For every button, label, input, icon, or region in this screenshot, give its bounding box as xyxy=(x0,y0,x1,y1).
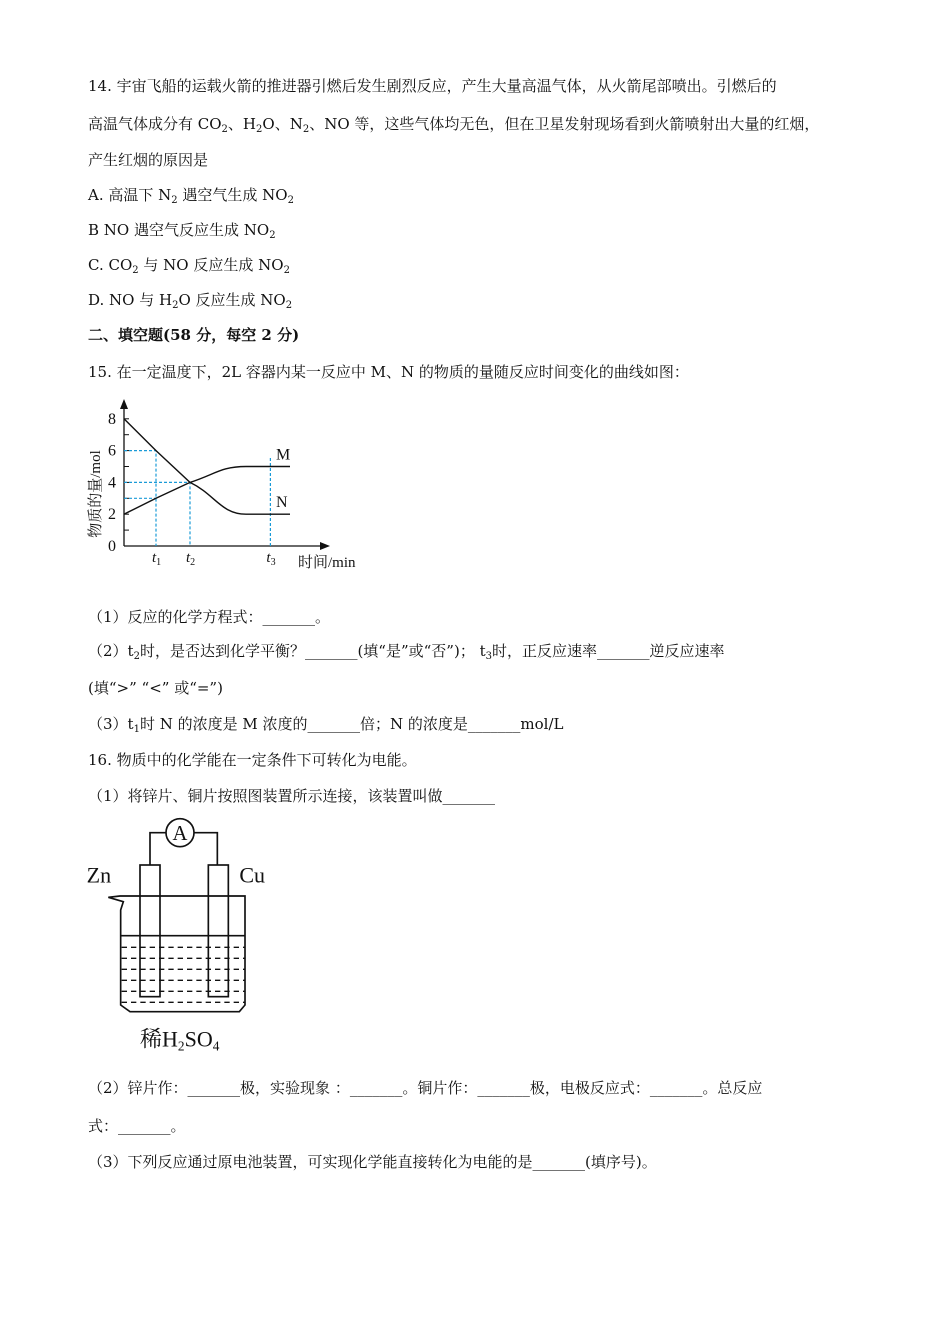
subscript: 2 xyxy=(269,230,276,241)
text-run: （3）t xyxy=(88,715,134,733)
x-tick-label xyxy=(266,550,275,568)
text-run: 14. 宇宙飞船的运载火箭的推进器引燃后发生剧烈反应，产生大量高温气体，从火箭尾部喷出。引燃后的 xyxy=(88,77,777,95)
mole-time-chart xyxy=(80,385,380,575)
text-run: 、NO 等，这些气体均无色，但在卫星发射现场看到火箭喷射出大量的红烟， xyxy=(309,115,820,133)
tick-var: t xyxy=(186,550,191,566)
subscript: 1 xyxy=(133,724,140,735)
text-run: 、H xyxy=(227,115,257,133)
zinc-label: Zn xyxy=(86,862,112,888)
q16-part1 xyxy=(88,786,495,806)
ammeter-label: A xyxy=(172,823,188,845)
tick-var: t xyxy=(266,550,271,566)
section-heading xyxy=(88,325,299,345)
zinc-electrode xyxy=(140,865,160,997)
q16-part2-line1 xyxy=(88,1078,762,1098)
text-run: O、N xyxy=(262,115,303,133)
subscript: 2 xyxy=(171,195,178,206)
copper-label: Cu xyxy=(239,862,266,888)
subscript: 2 xyxy=(283,265,290,276)
text-run: （2）t xyxy=(88,642,134,660)
q16-part2-line2 xyxy=(88,1116,186,1136)
tick-sub: 2 xyxy=(190,557,196,568)
y-axis-label: 物质的量/mol xyxy=(88,450,104,538)
q14-stem-line3 xyxy=(88,150,208,170)
q16-stem xyxy=(88,750,417,770)
text-run: D. NO 与 H xyxy=(88,291,173,309)
series-M-label: M xyxy=(276,446,291,464)
text-run: 二、填空题(58 分，每空 2 分) xyxy=(88,326,300,344)
text-run: 高温气体成分有 CO xyxy=(88,115,222,133)
text-run: （1）反应的化学方程式：_______。 xyxy=(88,608,331,626)
series-M-line xyxy=(124,467,290,515)
subscript: 2 xyxy=(256,124,263,135)
q14-option-d xyxy=(88,290,292,310)
q15-part1 xyxy=(88,607,330,627)
q14-option-a xyxy=(88,185,294,205)
x-axis-label: 时间/min xyxy=(298,555,356,571)
q15-stem xyxy=(88,362,689,382)
text-run: O 反应生成 NO xyxy=(178,291,286,309)
solution-label: 稀H2SO4 xyxy=(140,1026,220,1054)
q15-part2-line1 xyxy=(88,641,725,661)
text-run: C. CO xyxy=(88,256,133,274)
y-tick-label: 0 xyxy=(108,538,116,555)
galvanic-cell-diagram xyxy=(80,810,280,1060)
q14-option-b xyxy=(88,220,276,240)
series-N-label: N xyxy=(276,494,288,512)
y-tick-label: 4 xyxy=(108,474,116,492)
text-run: 式：_______。 xyxy=(88,1117,186,1135)
beaker xyxy=(108,896,245,1012)
subscript: 2 xyxy=(133,651,140,662)
copper-electrode xyxy=(208,865,228,997)
text-run: 时，是否达到化学平衡？_______(填“是”或“否”)； t xyxy=(139,642,486,660)
text-run: 遇空气生成 NO xyxy=(177,186,288,204)
subscript: 3 xyxy=(485,651,493,662)
text-run: 时 N 的浓度是 M 浓度的_______倍；N 的浓度是_______mol/L xyxy=(139,715,564,733)
y-tick-label: 8 xyxy=(108,410,116,428)
subscript: 2 xyxy=(132,265,139,276)
text-run: 15. 在一定温度下，2L 容器内某一反应中 M、N 的物质的量随反应时间变化的曲线如图： xyxy=(88,363,689,381)
subscript: 2 xyxy=(285,300,293,311)
q15-part3 xyxy=(88,714,563,734)
q15-part2-line2 xyxy=(88,678,223,698)
subscript: 2 xyxy=(172,300,179,311)
y-tick-label: 6 xyxy=(108,442,116,460)
text-run: （3）下列反应通过原电池装置，可实现化学能直接转化为电能的是_______(填序号)。 xyxy=(88,1153,657,1171)
y-axis-arrow-icon xyxy=(120,399,128,409)
y-tick-label: 2 xyxy=(108,506,116,524)
q16-part3 xyxy=(88,1152,657,1172)
tick-sub: 3 xyxy=(270,557,276,568)
text-run: B NO 遇空气反应生成 NO xyxy=(88,221,270,239)
text-run: A. 高温下 N xyxy=(88,186,172,204)
x-axis-arrow-icon xyxy=(320,542,330,550)
tick-var: t xyxy=(152,550,157,566)
text-run: （1）将锌片、铜片按照图装置所示连接，该装置叫做_______ xyxy=(88,787,496,805)
text-run: 产生红烟的原因是 xyxy=(88,151,209,169)
subscript: 2 xyxy=(221,124,228,135)
x-tick-label xyxy=(152,550,161,568)
q14-stem-line2 xyxy=(88,114,819,134)
x-tick-label xyxy=(186,550,195,568)
subscript: 2 xyxy=(287,195,294,206)
text-run: 与 NO 反应生成 NO xyxy=(138,256,284,274)
text-run: （2）锌片作：_______极，实验现象 ：_______。铜片作：_______极，电极反应式：_______。总反应 xyxy=(88,1079,763,1097)
tick-sub: 1 xyxy=(156,557,162,568)
q14-option-c xyxy=(88,255,290,275)
subscript: 2 xyxy=(302,124,310,135)
text-run: 时，正反应速率_______逆反应速率 xyxy=(492,642,725,660)
text-run: (填“>” “<” 或“=”) xyxy=(88,679,223,697)
text-run: 16. 物质中的化学能在一定条件下可转化为电能。 xyxy=(88,751,417,769)
q14-stem-line1 xyxy=(88,76,777,96)
guide-line-t2 xyxy=(124,482,190,546)
